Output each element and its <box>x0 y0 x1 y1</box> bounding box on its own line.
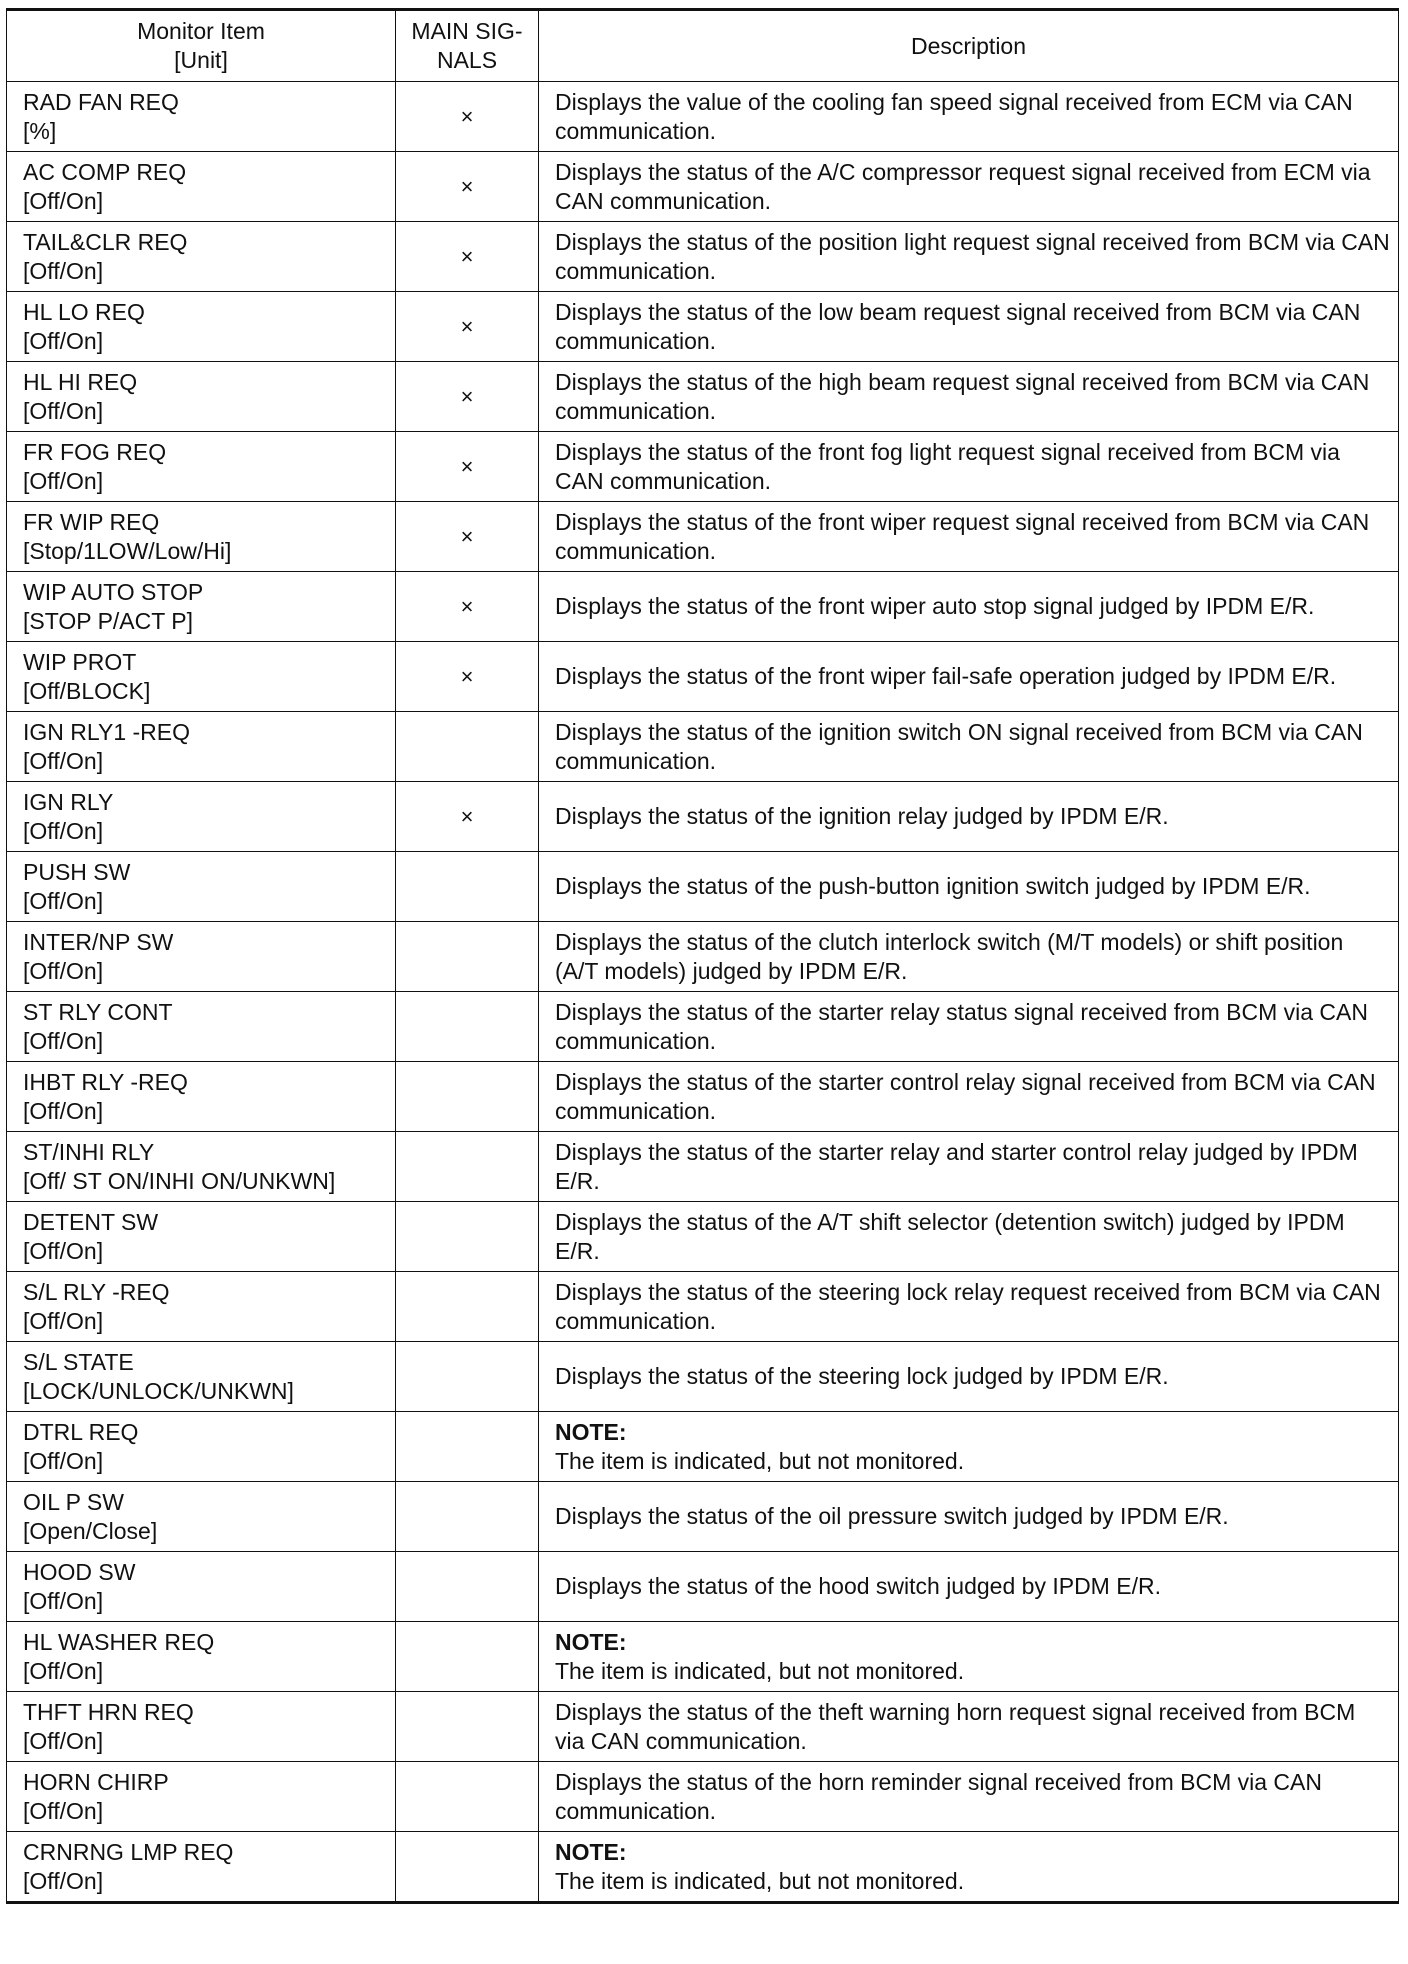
description-cell <box>539 922 1399 992</box>
description-cell <box>539 642 1399 712</box>
monitor-item-cell <box>7 572 396 642</box>
description-cell <box>539 712 1399 782</box>
main-signal-mark: × <box>396 222 539 292</box>
monitor-item-unit: [Off/On] <box>23 1307 104 1334</box>
monitor-item-name: IGN RLY1 -REQ <box>23 718 190 745</box>
monitor-item-name: FR WIP REQ <box>23 508 160 535</box>
main-signal-mark: × <box>396 82 539 152</box>
main-signal-mark: × <box>396 152 539 222</box>
monitor-item-cell <box>7 1412 396 1482</box>
table-row <box>7 1552 1399 1622</box>
monitor-item-cell <box>7 712 396 782</box>
main-signal-mark <box>396 922 539 992</box>
description-cell <box>539 1062 1399 1132</box>
monitor-item-cell <box>7 1832 396 1903</box>
monitor-item-name: THFT HRN REQ <box>23 1698 194 1725</box>
monitor-item-cell <box>7 992 396 1062</box>
monitor-item-unit: [LOCK/UNLOCK/UNKWN] <box>23 1377 294 1404</box>
monitor-item-name: S/L RLY -REQ <box>23 1278 170 1305</box>
monitor-item-unit: [Off/On] <box>23 1447 104 1474</box>
monitor-item-name: CRNRNG LMP REQ <box>23 1838 234 1865</box>
monitor-item-unit: [Off/On] <box>23 187 104 214</box>
monitor-item-unit: [Off/On] <box>23 1027 104 1054</box>
description-header: Description <box>539 10 1399 82</box>
monitor-item-unit: [Open/Close] <box>23 1517 158 1544</box>
main-signal-mark <box>396 1692 539 1762</box>
description-text: Displays the status of the high beam request signal received from BCM via CAN communication. <box>555 368 1370 424</box>
table-row <box>7 1062 1399 1132</box>
monitor-item-cell <box>7 1272 396 1342</box>
description-cell <box>539 572 1399 642</box>
monitor-item-name: IGN RLY <box>23 788 114 815</box>
description-text: Displays the status of the push-button ignition switch judged by IPDM E/R. <box>555 873 1311 899</box>
monitor-item-unit: [%] <box>23 117 57 144</box>
table-row <box>7 502 1399 572</box>
note-label: NOTE: <box>555 1418 627 1445</box>
description-text: The item is indicated, but not monitored. <box>555 1867 965 1894</box>
table-row <box>7 1342 1399 1412</box>
table-row <box>7 1272 1399 1342</box>
table-row <box>7 852 1399 922</box>
main-signal-mark <box>396 852 539 922</box>
monitor-item-cell <box>7 1342 396 1412</box>
monitor-item-name: AC COMP REQ <box>23 158 187 185</box>
note-label: NOTE: <box>555 1838 627 1865</box>
monitor-item-unit: [Off/On] <box>23 467 104 494</box>
description-cell <box>539 222 1399 292</box>
monitor-item-cell <box>7 82 396 152</box>
table-row <box>7 1412 1399 1482</box>
description-text: Displays the status of the horn reminder signal received from BCM via CAN communication. <box>555 1768 1322 1824</box>
description-cell <box>539 1622 1399 1692</box>
monitor-item-cell <box>7 292 396 362</box>
table-row <box>7 712 1399 782</box>
monitor-item-name: IHBT RLY -REQ <box>23 1068 188 1095</box>
description-cell <box>539 362 1399 432</box>
description-cell <box>539 432 1399 502</box>
description-cell <box>539 782 1399 852</box>
description-cell <box>539 1692 1399 1762</box>
monitor-item-unit: [Off/On] <box>23 747 104 774</box>
main-signals-header-line1: MAIN SIG- <box>411 18 523 44</box>
main-signal-mark: × <box>396 572 539 642</box>
main-signal-mark: × <box>396 362 539 432</box>
monitor-item-name: PUSH SW <box>23 858 131 885</box>
table-row <box>7 1832 1399 1903</box>
table-row <box>7 222 1399 292</box>
main-signal-mark: × <box>396 292 539 362</box>
monitor-item-cell <box>7 432 396 502</box>
description-cell <box>539 152 1399 222</box>
description-text: Displays the status of the ignition relay judged by IPDM E/R. <box>555 803 1169 829</box>
monitor-item-name: HOOD SW <box>23 1558 136 1585</box>
description-text: The item is indicated, but not monitored. <box>555 1447 965 1474</box>
description-cell <box>539 1272 1399 1342</box>
description-cell <box>539 1132 1399 1202</box>
monitor-item-unit: [Off/On] <box>23 327 104 354</box>
main-signal-mark: × <box>396 432 539 502</box>
monitor-item-unit: [Off/On] <box>23 817 104 844</box>
main-signal-mark <box>396 1832 539 1903</box>
table-row <box>7 1482 1399 1552</box>
description-text: Displays the status of the clutch interlock switch (M/T models) or shift position (A/T models) judged by IPDM E/R. <box>555 928 1344 984</box>
monitor-item-unit: [Off/On] <box>23 1727 104 1754</box>
table-header <box>7 10 1399 82</box>
main-signal-mark <box>396 992 539 1062</box>
monitor-item-unit: [STOP P/ACT P] <box>23 607 194 634</box>
table-row <box>7 152 1399 222</box>
monitor-item-name: ST RLY CONT <box>23 998 173 1025</box>
description-text: Displays the status of the front wiper auto stop signal judged by IPDM E/R. <box>555 593 1315 619</box>
main-signal-mark <box>396 1762 539 1832</box>
description-cell <box>539 1412 1399 1482</box>
monitor-item-name: OIL P SW <box>23 1488 124 1515</box>
monitor-item-name: WIP PROT <box>23 648 137 675</box>
description-cell <box>539 1832 1399 1903</box>
monitor-item-cell <box>7 642 396 712</box>
monitor-item-cell <box>7 782 396 852</box>
description-cell <box>539 502 1399 572</box>
monitor-item-name: HL LO REQ <box>23 298 145 325</box>
description-cell <box>539 292 1399 362</box>
main-signal-mark: × <box>396 642 539 712</box>
monitor-item-name: RAD FAN REQ <box>23 88 179 115</box>
table-row <box>7 82 1399 152</box>
monitor-item-unit: [Off/On] <box>23 1237 104 1264</box>
monitor-item-table <box>6 8 1399 1904</box>
header-row <box>7 10 1399 82</box>
monitor-item-cell <box>7 1622 396 1692</box>
table-row <box>7 1762 1399 1832</box>
main-signal-mark <box>396 1482 539 1552</box>
monitor-item-unit: [Off/On] <box>23 257 104 284</box>
table-row <box>7 572 1399 642</box>
monitor-item-name: S/L STATE <box>23 1348 134 1375</box>
monitor-item-cell <box>7 152 396 222</box>
monitor-item-unit: [Stop/1LOW/Low/Hi] <box>23 537 232 564</box>
table-row <box>7 1622 1399 1692</box>
main-signal-mark <box>396 1622 539 1692</box>
description-cell <box>539 1202 1399 1272</box>
monitor-item-unit: [Off/On] <box>23 887 104 914</box>
monitor-item-cell <box>7 852 396 922</box>
monitor-item-header-line2: [Unit] <box>174 47 228 73</box>
monitor-item-cell <box>7 922 396 992</box>
monitor-item-unit: [Off/On] <box>23 1797 104 1824</box>
main-signals-header-line2: NALS <box>436 47 498 73</box>
main-signal-mark <box>396 1062 539 1132</box>
monitor-item-cell <box>7 1552 396 1622</box>
description-text: Displays the status of the starter relay status signal received from BCM via CAN communication. <box>555 998 1368 1054</box>
monitor-item-name: HL HI REQ <box>23 368 138 395</box>
description-text: Displays the status of the theft warning horn request signal received from BCM via CAN communication. <box>555 1698 1356 1754</box>
monitor-item-name: DETENT SW <box>23 1208 159 1235</box>
monitor-item-name: HL WASHER REQ <box>23 1628 215 1655</box>
monitor-item-unit: [Off/BLOCK] <box>23 677 151 704</box>
description-cell <box>539 852 1399 922</box>
main-signal-mark: × <box>396 782 539 852</box>
monitor-item-cell <box>7 222 396 292</box>
main-signal-mark <box>396 1412 539 1482</box>
description-cell <box>539 1762 1399 1832</box>
table-row <box>7 992 1399 1062</box>
monitor-item-cell <box>7 1482 396 1552</box>
monitor-item-name: INTER/NP SW <box>23 928 174 955</box>
monitor-item-unit: [Off/On] <box>23 1867 104 1894</box>
monitor-item-cell <box>7 1062 396 1132</box>
monitor-item-cell <box>7 1692 396 1762</box>
main-signal-mark <box>396 1202 539 1272</box>
main-signal-mark <box>396 1272 539 1342</box>
table-row <box>7 1132 1399 1202</box>
table-row <box>7 1692 1399 1762</box>
description-text: Displays the status of the front wiper fail-safe operation judged by IPDM E/R. <box>555 663 1337 689</box>
monitor-item-unit: [Off/On] <box>23 1097 104 1124</box>
description-text: Displays the status of the position light request signal received from BCM via CAN communication. <box>555 228 1390 284</box>
description-cell <box>539 992 1399 1062</box>
monitor-item-table-document <box>6 8 1398 1904</box>
monitor-item-name: DTRL REQ <box>23 1418 139 1445</box>
monitor-item-header-line1: Monitor Item <box>137 18 265 44</box>
description-text: Displays the status of the oil pressure switch judged by IPDM E/R. <box>555 1503 1229 1529</box>
description-text: Displays the status of the low beam request signal received from BCM via CAN communication. <box>555 298 1361 354</box>
table-row <box>7 362 1399 432</box>
table-row <box>7 292 1399 362</box>
description-text: Displays the status of the steering lock relay request received from BCM via CAN communication. <box>555 1278 1381 1334</box>
table-row <box>7 432 1399 502</box>
description-text: Displays the status of the ignition switch ON signal received from BCM via CAN communication. <box>555 718 1363 774</box>
description-cell <box>539 82 1399 152</box>
table-row <box>7 642 1399 712</box>
monitor-item-unit: [Off/On] <box>23 397 104 424</box>
description-text: Displays the status of the A/T shift selector (detention switch) judged by IPDM E/R. <box>555 1208 1345 1264</box>
monitor-item-cell <box>7 1202 396 1272</box>
description-cell <box>539 1342 1399 1412</box>
monitor-item-name: FR FOG REQ <box>23 438 167 465</box>
main-signal-mark <box>396 1132 539 1202</box>
description-text: Displays the status of the A/C compressor request signal received from ECM via CAN communication. <box>555 158 1371 214</box>
monitor-item-header <box>7 10 396 82</box>
monitor-item-cell <box>7 1132 396 1202</box>
monitor-item-cell <box>7 1762 396 1832</box>
description-text: Displays the status of the hood switch judged by IPDM E/R. <box>555 1573 1161 1599</box>
monitor-item-unit: [Off/On] <box>23 1587 104 1614</box>
monitor-item-unit: [Off/On] <box>23 1657 104 1684</box>
description-text: The item is indicated, but not monitored. <box>555 1657 965 1684</box>
table-body <box>7 82 1399 1903</box>
monitor-item-name: HORN CHIRP <box>23 1768 169 1795</box>
table-row <box>7 1202 1399 1272</box>
monitor-item-name: ST/INHI RLY <box>23 1138 155 1165</box>
description-text: Displays the status of the front wiper request signal received from BCM via CAN communication. <box>555 508 1370 564</box>
description-text: Displays the status of the starter relay and starter control relay judged by IPDM E/R. <box>555 1138 1358 1194</box>
description-text: Displays the status of the steering lock judged by IPDM E/R. <box>555 1363 1169 1389</box>
monitor-item-cell <box>7 502 396 572</box>
table-row <box>7 782 1399 852</box>
monitor-item-cell <box>7 362 396 432</box>
description-cell <box>539 1482 1399 1552</box>
monitor-item-name: TAIL&CLR REQ <box>23 228 188 255</box>
monitor-item-unit: [Off/ ST ON/INHI ON/UNKWN] <box>23 1167 336 1194</box>
monitor-item-unit: [Off/On] <box>23 957 104 984</box>
monitor-item-name: WIP AUTO STOP <box>23 578 204 605</box>
main-signal-mark <box>396 1342 539 1412</box>
main-signal-mark <box>396 712 539 782</box>
main-signal-mark <box>396 1552 539 1622</box>
description-text: Displays the status of the starter control relay signal received from BCM via CAN communication. <box>555 1068 1376 1124</box>
note-label: NOTE: <box>555 1628 627 1655</box>
description-cell <box>539 1552 1399 1622</box>
main-signals-header <box>396 10 539 82</box>
table-row <box>7 922 1399 992</box>
description-text: Displays the value of the cooling fan speed signal received from ECM via CAN communication. <box>555 88 1353 144</box>
main-signal-mark: × <box>396 502 539 572</box>
description-text: Displays the status of the front fog light request signal received from BCM via CAN communication. <box>555 438 1340 494</box>
